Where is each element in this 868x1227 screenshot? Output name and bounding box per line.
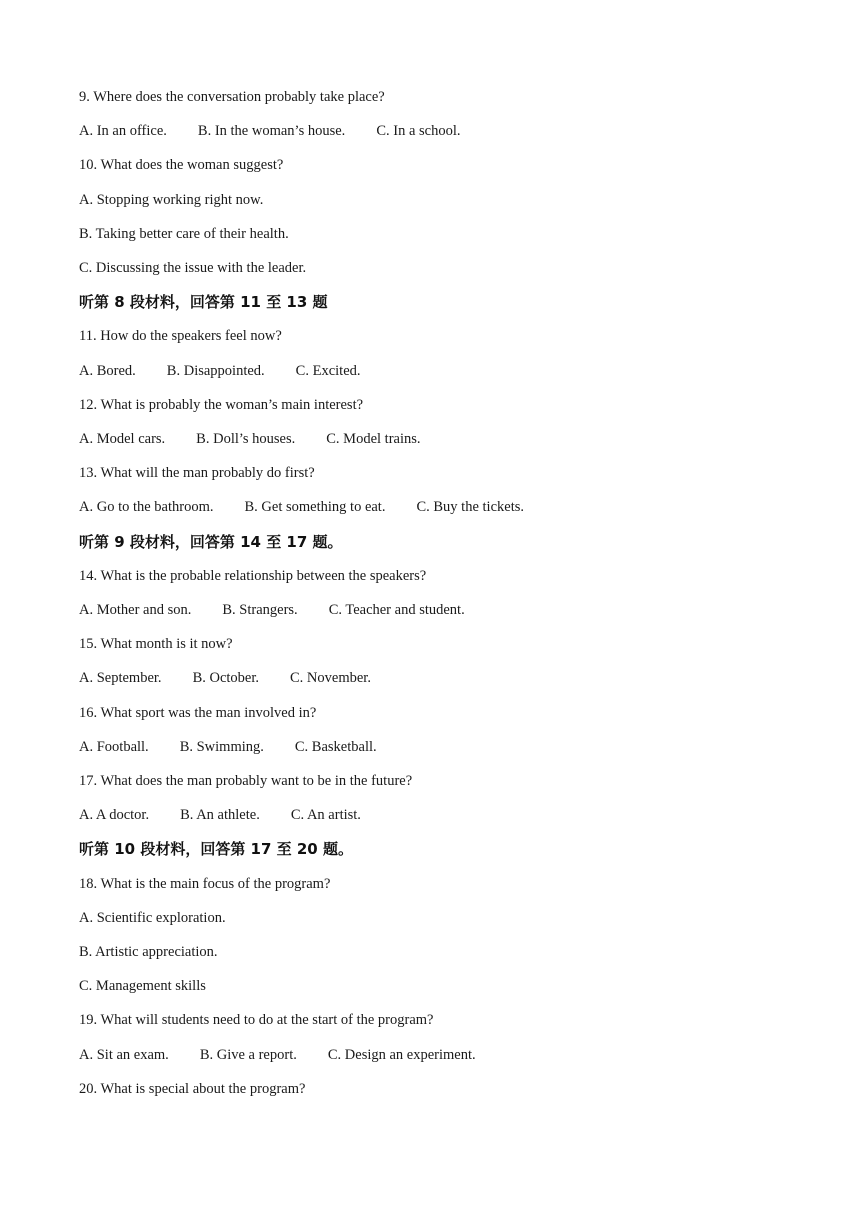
answer-option: A. Sit an exam. xyxy=(79,1047,169,1063)
question-text: 11. How do the speakers feel now? xyxy=(79,328,282,344)
answer-option: C. Buy the tickets. xyxy=(416,499,525,515)
section-heading: 听第 9 段材料，回答第 14 至 17 题。 xyxy=(79,533,343,551)
answer-option: C. Excited. xyxy=(295,363,361,379)
answer-option: A. Football. xyxy=(79,739,149,755)
answer-option: A. Mother and son. xyxy=(79,602,192,618)
answer-option: B. An athlete. xyxy=(180,807,260,823)
question-text: 18. What is the main focus of the program? xyxy=(79,876,331,892)
question-text: 19. What will students need to do at the start of the program? xyxy=(79,1012,434,1028)
answer-option: A. Go to the bathroom. xyxy=(79,499,214,515)
question-text: 10. What does the woman suggest? xyxy=(79,157,284,173)
answer-option: B. Doll’s houses. xyxy=(196,431,296,447)
question-text: 16. What sport was the man involved in? xyxy=(79,705,317,721)
answer-option: C. In a school. xyxy=(376,123,461,139)
answer-option: B. Strangers. xyxy=(222,602,298,618)
options-row xyxy=(79,430,421,448)
answer-option: B. Taking better care of their health. xyxy=(79,226,289,242)
options-row xyxy=(79,806,361,824)
answer-option: C. Management skills xyxy=(79,978,206,994)
answer-option: A. Bored. xyxy=(79,363,136,379)
answer-option: B. Give a report. xyxy=(199,1047,297,1063)
answer-option: B. Swimming. xyxy=(179,739,264,755)
answer-option: C. Basketball. xyxy=(294,739,377,755)
options-row xyxy=(79,601,465,619)
answer-option: B. Disappointed. xyxy=(166,363,265,379)
section-heading: 听第 10 段材料，回答第 17 至 20 题。 xyxy=(79,840,353,858)
question-text: 13. What will the man probably do first? xyxy=(79,465,315,481)
question-text: 12. What is probably the woman’s main interest? xyxy=(79,397,364,413)
answer-option: B. October. xyxy=(192,670,260,686)
answer-option: A. Stopping working right now. xyxy=(79,192,264,208)
options-row xyxy=(79,362,361,380)
options-row xyxy=(79,1046,476,1064)
section-heading: 听第 8 段材料，回答第 11 至 13 题 xyxy=(79,293,328,311)
answer-option: B. Artistic appreciation. xyxy=(79,944,218,960)
answer-option: B. In the woman’s house. xyxy=(197,123,346,139)
answer-option: A. Scientific exploration. xyxy=(79,910,226,926)
options-row xyxy=(79,498,524,516)
options-row xyxy=(79,122,460,140)
options-row xyxy=(79,669,371,687)
answer-option: A. A doctor. xyxy=(79,807,150,823)
answer-option: C. Model trains. xyxy=(326,431,421,447)
answer-option: A. Model cars. xyxy=(79,431,166,447)
question-text: 15. What month is it now? xyxy=(79,636,233,652)
answer-option: C. An artist. xyxy=(290,807,361,823)
question-text: 9. Where does the conversation probably take place? xyxy=(79,89,385,105)
question-text: 14. What is the probable relationship between the speakers? xyxy=(79,568,427,584)
answer-option: C. Teacher and student. xyxy=(328,602,465,618)
answer-option: A. In an office. xyxy=(79,123,167,139)
answer-option: B. Get something to eat. xyxy=(244,499,386,515)
options-row xyxy=(79,738,377,756)
question-text: 20. What is special about the program? xyxy=(79,1081,306,1097)
answer-option: C. Design an experiment. xyxy=(327,1047,476,1063)
answer-option: A. September. xyxy=(79,670,162,686)
answer-option: C. November. xyxy=(290,670,371,686)
answer-option: C. Discussing the issue with the leader. xyxy=(79,260,307,276)
question-text: 17. What does the man probably want to be in the future? xyxy=(79,773,413,789)
